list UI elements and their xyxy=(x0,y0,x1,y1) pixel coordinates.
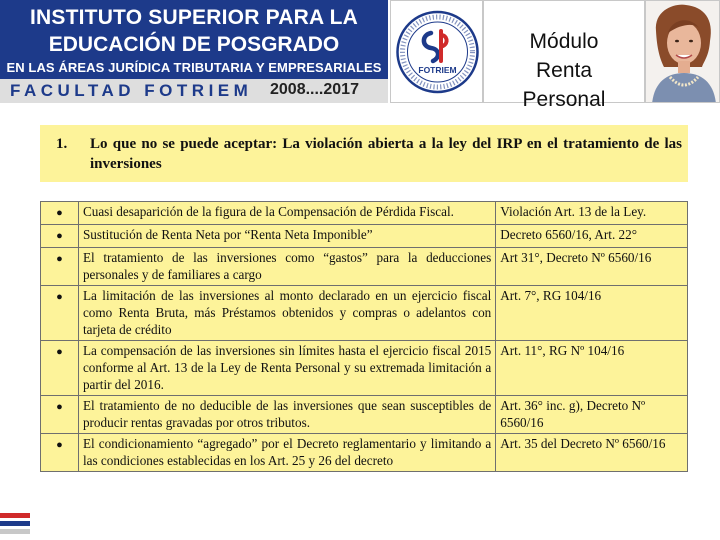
faculty-strip xyxy=(0,79,388,103)
red-stripe xyxy=(0,513,30,518)
banner-line-2: EDUCACIÓN DE POSGRADO xyxy=(48,33,340,56)
row-bullet: ● xyxy=(41,248,79,286)
row-bullet: ● xyxy=(41,202,79,225)
table-row xyxy=(41,248,688,286)
years-range: 2008....2017 xyxy=(270,81,359,98)
table-row xyxy=(41,286,688,341)
row-description: El tratamiento de las inversiones como “gastos” para la deducciones personales y de familiares a cargo xyxy=(78,248,495,286)
table-row xyxy=(41,202,688,225)
banner-line-1: INSTITUTO SUPERIOR PARA LA xyxy=(30,6,358,29)
faculty-name: FACULTAD FOTRIEM xyxy=(10,81,253,100)
row-description: Sustitución de Renta Neta por “Renta Neta Imponible” xyxy=(78,225,495,248)
presenter-photo xyxy=(645,0,720,103)
row-reference: Art. 11°, RG Nº 104/16 xyxy=(496,341,688,396)
row-bullet: ● xyxy=(41,225,79,248)
row-description: El tratamiento de no deducible de las inversiones que sean susceptibles de producir rentas gravadas por otros tributos. xyxy=(78,396,495,434)
row-reference: Art. 35 del Decreto Nº 6560/16 xyxy=(496,434,688,472)
row-reference: Art. 7°, RG 104/16 xyxy=(496,286,688,341)
module-title: Módulo Renta Personal xyxy=(522,30,606,111)
module-box xyxy=(483,0,645,111)
row-description: La compensación de las inversiones sin límites hasta el ejercicio fiscal 2015 conforme al Art. 13 de la Ley de Renta Personal y su extremada limitación a partir del 2016. xyxy=(78,341,495,396)
table-row xyxy=(41,341,688,396)
banner-line-3: EN LAS ÁREAS JURÍDICA TRIBUTARIA Y EMPRESARIALES xyxy=(6,60,382,75)
row-reference: Art 31°, Decreto Nº 6560/16 xyxy=(496,248,688,286)
heading-number: 1. xyxy=(56,136,68,152)
header xyxy=(0,0,720,111)
logo-text: FOTRIEM xyxy=(418,65,457,75)
row-bullet: ● xyxy=(41,434,79,472)
table-row xyxy=(41,225,688,248)
row-reference: Violación Art. 13 de la Ley. xyxy=(496,202,688,225)
row-description: La limitación de las inversiones al monto declarado en un ejercicio fiscal como Renta Bruta, más Préstamos obtenidos y compras o adelantos con tarjeta de crédito xyxy=(78,286,495,341)
row-reference: Art. 36° inc. g), Decreto Nº 6560/16 xyxy=(496,396,688,434)
corner-stripes-decoration xyxy=(0,513,30,540)
row-description: El condicionamiento “agregado” por el Decreto reglamentario y limitando a las condiciones establecidas en los Art. 25 y 26 del decreto xyxy=(78,434,495,472)
logo-box xyxy=(390,0,483,103)
violations-table xyxy=(40,201,688,472)
row-bullet: ● xyxy=(41,396,79,434)
row-description: Cuasi desaparición de la figura de la Compensación de Pérdida Fiscal. xyxy=(78,202,495,225)
table-row xyxy=(41,396,688,434)
row-bullet: ● xyxy=(41,286,79,341)
row-reference: Decreto 6560/16, Art. 22° xyxy=(496,225,688,248)
section-heading xyxy=(40,125,688,182)
blue-stripe xyxy=(0,521,30,526)
heading-text: Lo que no se puede aceptar: La violación abierta a la ley del IRP en el tratamiento de las inversiones xyxy=(90,136,682,172)
institute-banner xyxy=(0,0,388,103)
table-row xyxy=(41,434,688,472)
row-bullet: ● xyxy=(41,341,79,396)
gray-stripe xyxy=(0,529,30,534)
presenter-photo-icon xyxy=(646,1,720,103)
seal-logo-icon xyxy=(395,5,480,100)
